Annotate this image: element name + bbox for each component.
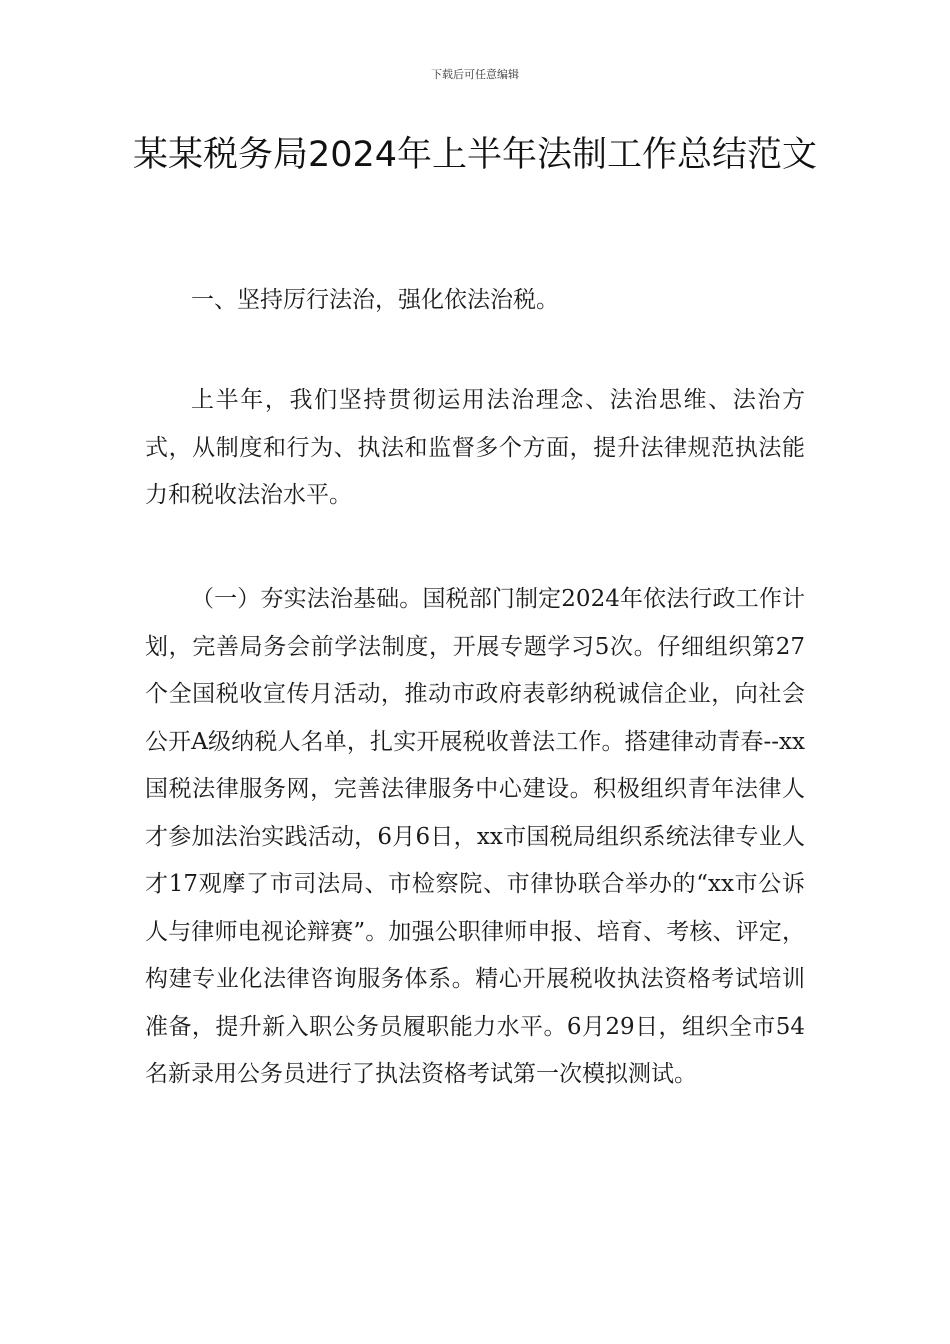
header-note: 下载后可任意编辑 [431, 68, 519, 81]
page-title: 某某税务局2024年上半年法制工作总结范文 [132, 135, 818, 175]
subsection-paragraph: （一）夯实法治基础。国税部门制定2024年依法行政工作计划，完善局务会前学法制度，开展专题学习5次。仔细组织第27个全国税收宣传月活动，推动市政府表彰纳税诚信企业，向社会公开A级纳税人名单，扎实开展税收普法工作。搭建律动青春--xx国税法律服务网，完善法律服务中心建设。积极组织青年法律人才参加法治实践活动，6月6日，xx市国税局组织系统法律专业人才17观摩了市司法局、市检察院、市律协联合举办的“xx市公诉人与律师电视论辩赛”。加强公职律师申报、培育、考核、评定，构建专业化法律咨询服务体系。精心开展税收执法资格考试培训准备，提升新入职公务员履职能力水平。6月29日，组织全市54名新录用公务员进行了执法资格考试第一次模拟测试。 [145, 586, 805, 1087]
intro-paragraph: 上半年，我们坚持贯彻运用法治理念、法治思维、法治方式，从制度和行为、执法和监督多个方面，提升法律规范执法能力和税收法治水平。 [145, 387, 805, 508]
section-heading: 一、坚持厉行法治，强化依法治税。 [191, 287, 559, 313]
